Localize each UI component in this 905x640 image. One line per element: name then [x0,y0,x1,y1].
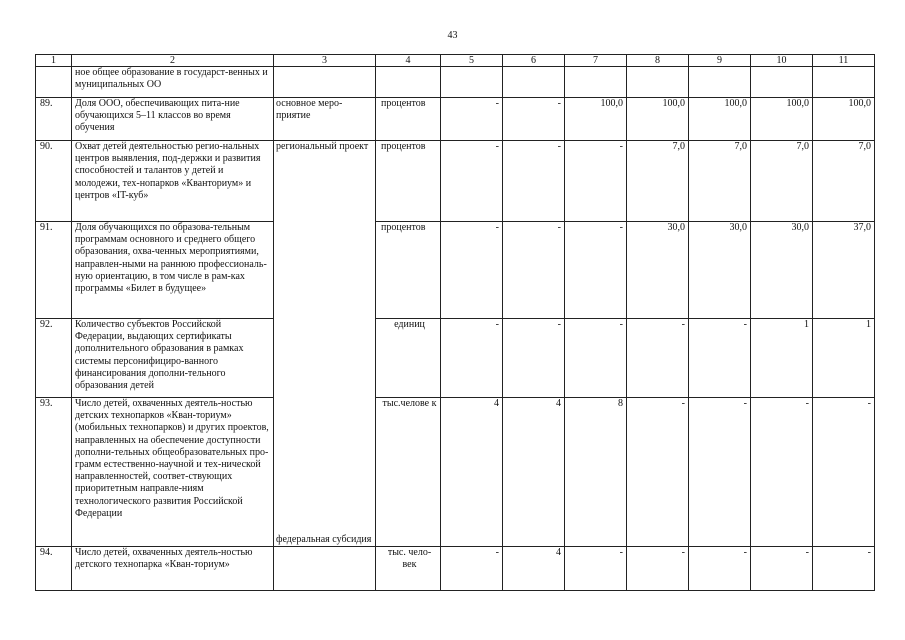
value-cell: - [503,319,565,398]
table-row [36,98,875,141]
value-cell: 7,0 [627,141,689,222]
value-cell: 7,0 [689,141,751,222]
event-type [274,67,376,98]
value-cell: 7,0 [751,141,813,222]
value-cell: 4 [441,398,503,547]
header-cell: 7 [565,55,627,67]
page-number: 43 [447,30,458,41]
unit: процентов [376,98,441,141]
indicator-name: Доля ООО, обеспечивающих пита-ние обучающихся 5–11 классов во время обучения [72,98,274,141]
indicator-name: Число детей, охваченных деятель-ностью детских технопарков «Кван-ториум» (мобильных технопарков) и других проектов, направленных на обеспечение доступности дополни-тельных общеобразовательных про-грамм естественно-научной и тех-нической направленностей, соответ-ствующих приоритетным направле-ниям технологического развития Российской Федерации [72,398,274,547]
value-cell: 100,0 [751,98,813,141]
event-type: региональный проект [274,141,376,222]
header-cell: 3 [274,55,376,67]
value-cell [813,67,875,98]
row-index: 93. [36,398,72,547]
value-cell: - [441,319,503,398]
value-cell [565,67,627,98]
value-cell: - [565,141,627,222]
value-cell [751,67,813,98]
indicator-name: Доля обучающихся по образова-тельным программам основного и среднего общего образования, охва-ченных мероприятиями, направлен-ными на раннюю профессиональ-ную ориентацию, в том числе в рам-ках программы «Билет в будущее» [72,222,274,319]
table-row [36,141,875,222]
unit: единиц [376,319,441,398]
value-cell: - [627,319,689,398]
value-cell: - [441,141,503,222]
unit: процентов [376,141,441,222]
value-cell: - [503,141,565,222]
table-row [36,547,875,591]
header-cell: 6 [503,55,565,67]
indicators-table [35,54,875,591]
table-row [36,222,875,319]
value-cell: - [751,398,813,547]
row-index: 92. [36,319,72,398]
value-cell [441,67,503,98]
row-index: 89. [36,98,72,141]
value-cell: 30,0 [751,222,813,319]
indicator-name: Число детей, охваченных деятель-ностью детского технопарка «Кван-ториум» [72,547,274,591]
value-cell [689,67,751,98]
value-cell: 100,0 [627,98,689,141]
value-cell: 100,0 [565,98,627,141]
row-index: 94. [36,547,72,591]
value-cell: - [627,547,689,591]
indicator-name: Охват детей деятельностью регио-нальных центров выявления, под-держки и развития способностей и талантов у детей и молодежи, тех-нопарков «Кванториум» и центров «IT-куб» [72,141,274,222]
value-cell: - [689,319,751,398]
value-cell: 30,0 [689,222,751,319]
value-cell: 100,0 [813,98,875,141]
value-cell: - [565,319,627,398]
header-cell: 5 [441,55,503,67]
value-cell: 37,0 [813,222,875,319]
table-row [36,398,875,547]
header-cell: 9 [689,55,751,67]
unit [376,67,441,98]
value-cell: - [813,398,875,547]
value-cell: - [627,398,689,547]
value-cell: 4 [503,398,565,547]
value-cell: 100,0 [689,98,751,141]
indicator-name: Количество субъектов Российской Федерации, выдающих сертификаты дополнительного образования в рамках системы персонифициро-ванного финансирования дополни-тельного образования детей [72,319,274,398]
value-cell: 4 [503,547,565,591]
value-cell: 1 [751,319,813,398]
value-cell [503,67,565,98]
event-type-label: федеральная субсидия [276,533,372,545]
unit: тыс. чело-век [376,547,441,591]
unit: тыс.челове к [376,398,441,547]
value-cell: - [813,547,875,591]
table-header-row [36,55,875,67]
value-cell: - [503,222,565,319]
table-row [36,67,875,98]
value-cell: 8 [565,398,627,547]
value-cell: 1 [813,319,875,398]
header-cell: 2 [72,55,274,67]
event-type [274,222,376,319]
value-cell [627,67,689,98]
value-cell: 30,0 [627,222,689,319]
value-cell: 7,0 [813,141,875,222]
header-cell: 1 [36,55,72,67]
row-index: 91. [36,222,72,319]
header-cell: 4 [376,55,441,67]
value-cell: - [565,222,627,319]
event-type [274,398,376,547]
row-index [36,67,72,98]
header-cell: 8 [627,55,689,67]
header-cell: 10 [751,55,813,67]
row-index: 90. [36,141,72,222]
event-type [274,547,376,591]
value-cell: - [441,547,503,591]
value-cell: - [689,398,751,547]
value-cell: - [565,547,627,591]
value-cell: - [441,222,503,319]
indicator-name: ное общее образование в государст-венных и муниципальных ОО [72,67,274,98]
event-type: основное меро-приятие [274,98,376,141]
value-cell: - [441,98,503,141]
header-cell: 11 [813,55,875,67]
event-type [274,319,376,398]
table-row [36,319,875,398]
value-cell: - [689,547,751,591]
value-cell: - [751,547,813,591]
value-cell: - [503,98,565,141]
unit: процентов [376,222,441,319]
